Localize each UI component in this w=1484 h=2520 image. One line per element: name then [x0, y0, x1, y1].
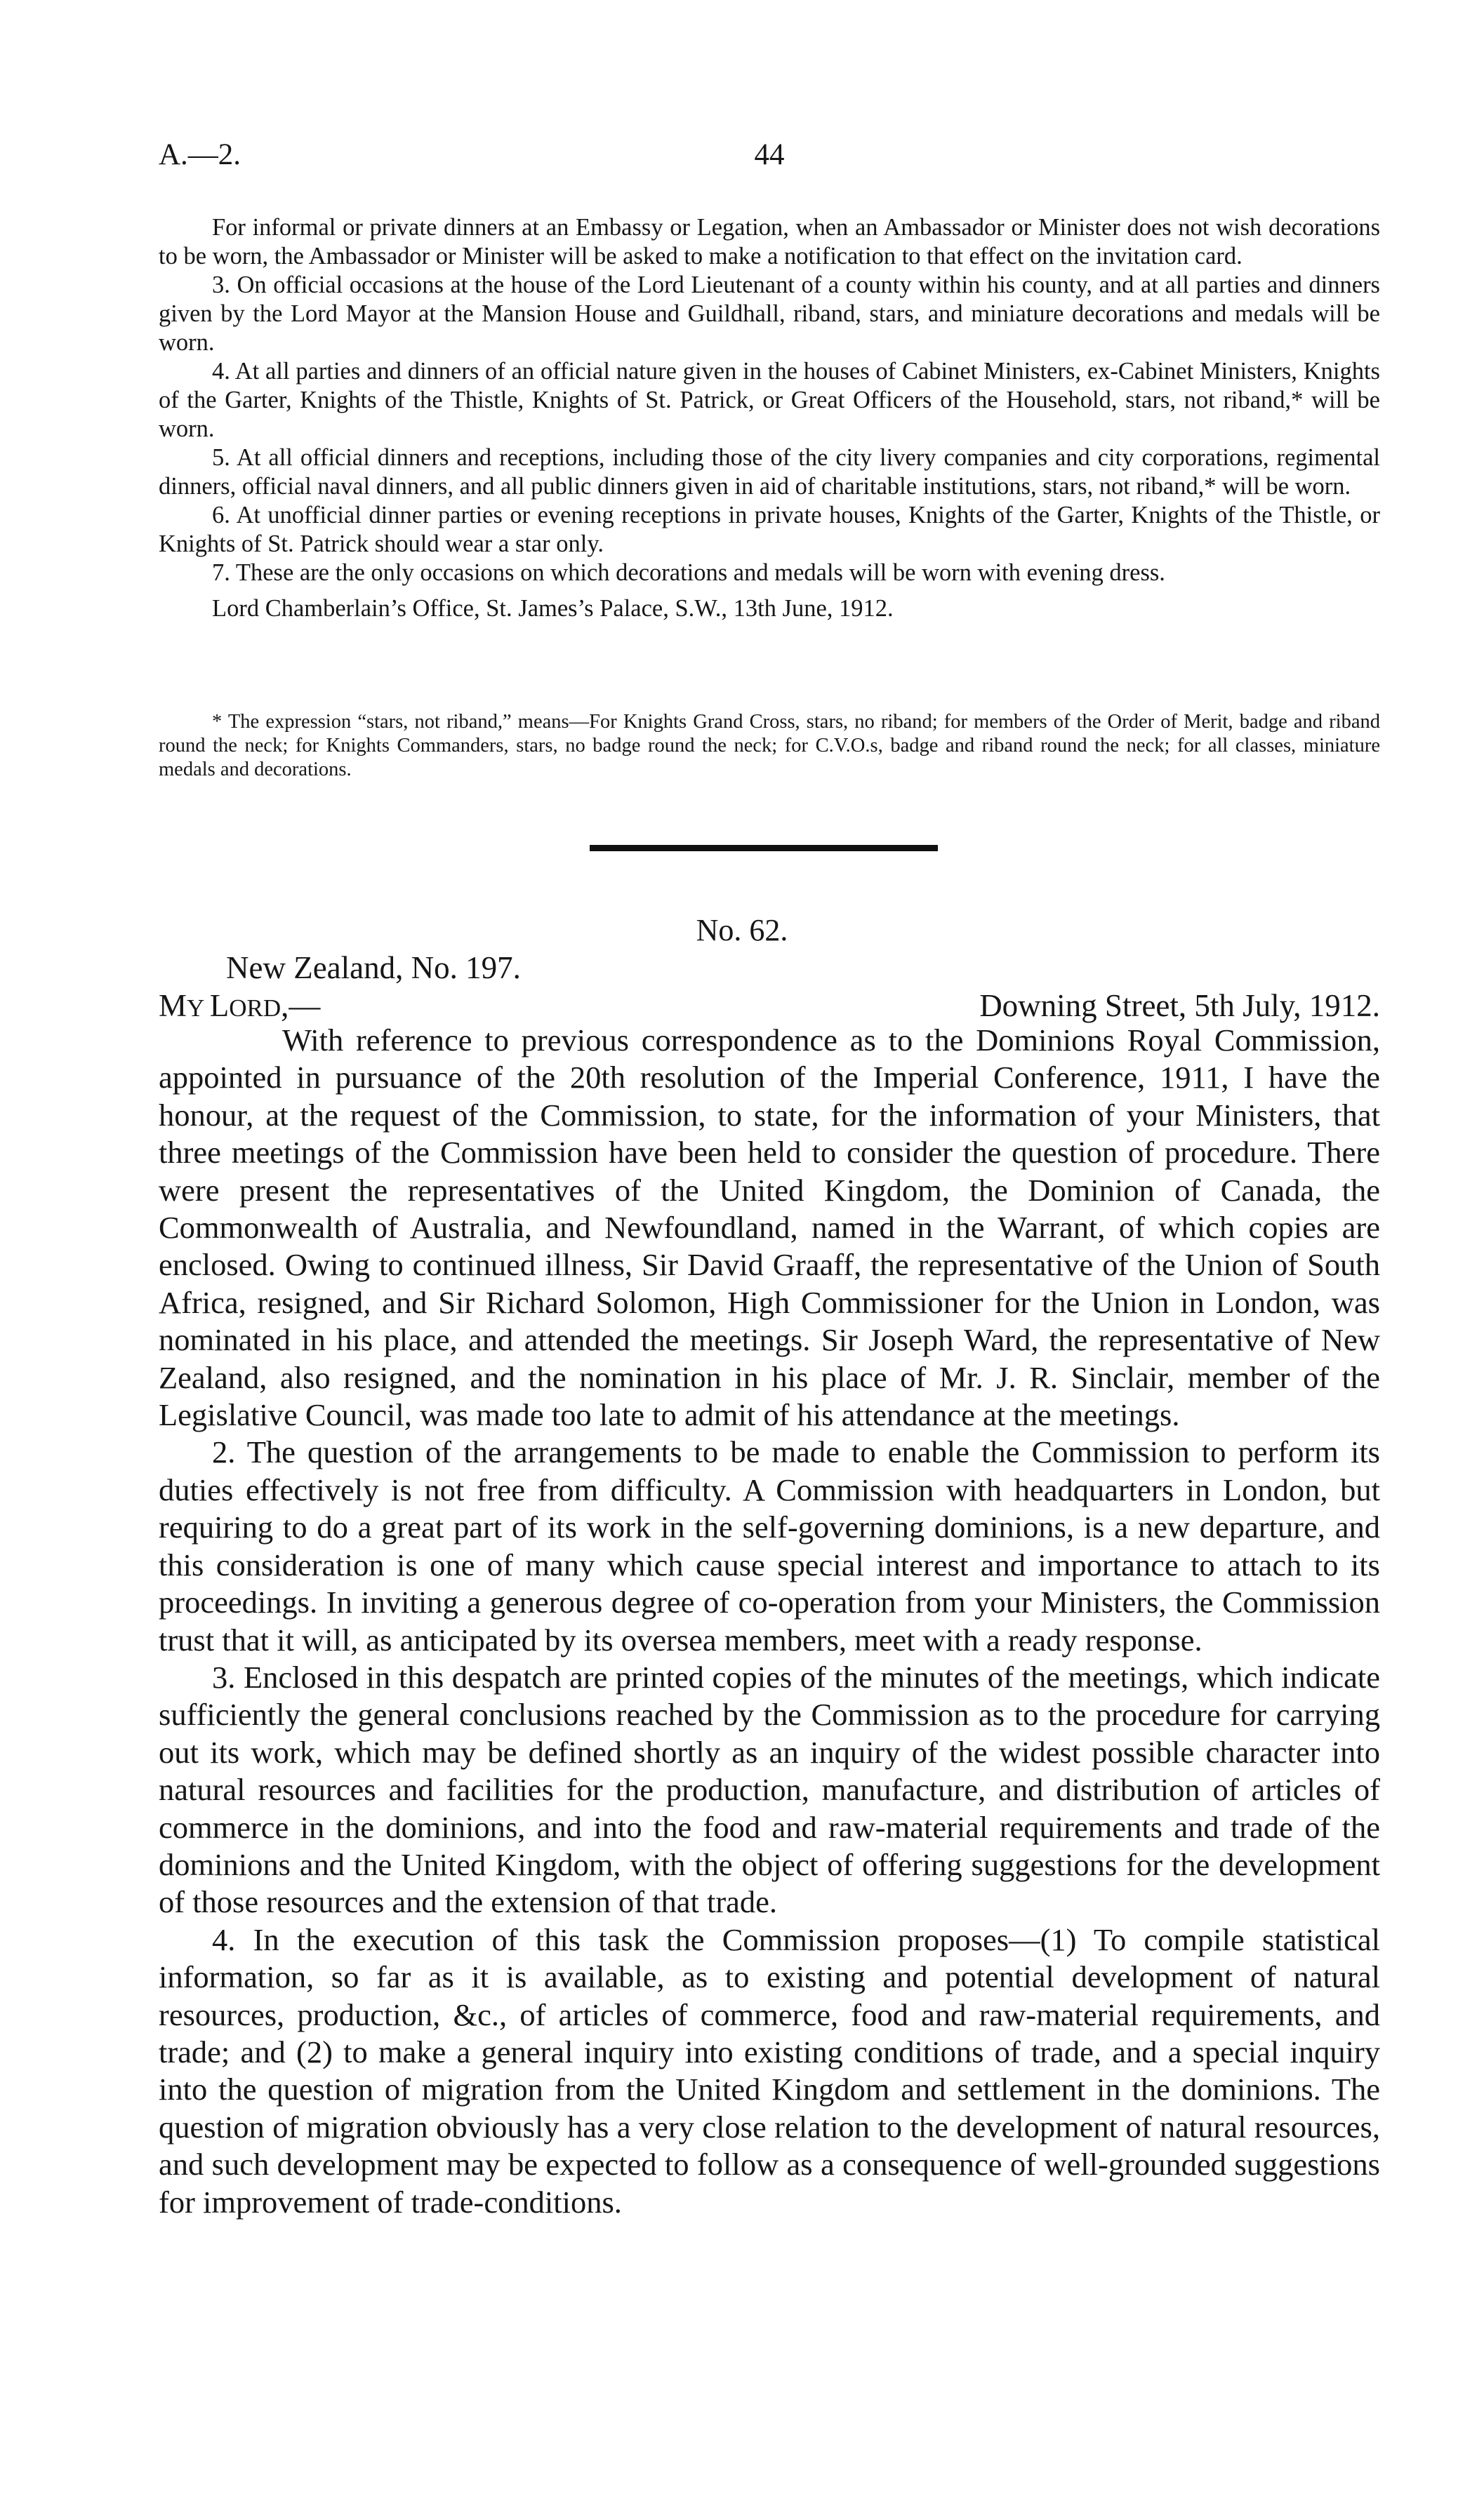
- footnote: [159, 710, 1380, 782]
- paragraph: 4. In the execution of this task the Commission proposes—(1) To compile statistical information, so far as it is available, as to existing and potential development of natural resources, production, &c., of articles of commerce, food and raw-material requirements, and trade; and (2) to make a general inquiry into existing conditions of trade, and a special inquiry into the question of migration from the United Kingdom and settlement in the dominions. The question of migration obviously has a very close relation to the development of natural resources, and such development may be expected to follow as a consequence of well-grounded suggestions for improvement of trade-conditions.: [159, 1921, 1380, 2220]
- salutation-smallcaps: Y: [187, 994, 210, 1022]
- section-divider: [590, 845, 938, 851]
- paragraph: With reference to previous correspondence as to the Dominions Royal Commission, appointed in pursuance of the 20th resolution of the Imperial Conference, 1911, I have the honour, at the request of the Commission, to state, for the information of your Ministers, that three meetings of the Commission have been held to consider the question of procedure. There were present the representatives of the United Kingdom, the Dominion of Canada, the Commonwealth of Australia, and Newfoundland, named in the Warrant, of which copies are enclosed. Owing to continued illness, Sir David Graaff, the representative of the Union of South Africa, resigned, and Sir Richard Solomon, High Commissioner for the Union in London, was nominated in his place, and attended the meetings. Sir Joseph Ward, the representative of New Zealand, also resigned, and the nomination in his place of Mr. J. R. Sinclair, member of the Legislative Council, was made too late to admit of his attendance at the meetings.: [159, 1022, 1380, 1433]
- paragraph: 4. At all parties and dinners of an official nature given in the houses of Cabinet Ministers, ex-Cabinet Ministers, Knights of the Garter, Knights of the Thistle, Knights of St. Patrick, or Great Officers of the Household, stars, not riband,* will be worn.: [159, 358, 1380, 442]
- preceding-regulations: [159, 213, 1380, 623]
- page-number: 44: [754, 138, 785, 171]
- salutation-initial: L: [209, 988, 230, 1023]
- salutation: [159, 987, 320, 1024]
- paragraph: 6. At unofficial dinner parties or evening receptions in private houses, Knights of the Garter, Knights of the Thistle, or Knights of St. Patrick should wear a star only.: [159, 502, 1380, 557]
- page-header: [159, 138, 1380, 180]
- paragraph: 5. At all official dinners and receptions, including those of the city livery companies and city corporations, regimental dinners, official naval dinners, and all public dinners given in aid of charitable institutions, stars, not riband,* will be worn.: [159, 444, 1380, 500]
- dateline: Downing Street, 5th July, 1912.: [979, 988, 1380, 1023]
- despatch-reference: New Zealand, No. 197.: [226, 950, 521, 985]
- paragraph: 3. Enclosed in this despatch are printed copies of the minutes of the meetings, which indicate sufficiently the general conclusions reached by the Commission as to the procedure for carrying out its work, which may be defined shortly as an inquiry of the widest possible character into natural resources and facilities for the production, manufacture, and distribution of articles of commerce in the dominions, and into the food and raw-material requirements and trade of the dominions and the United Kingdom, with the object of offering suggestions for the development of those resources and the extension of that trade.: [159, 1659, 1380, 1920]
- despatch-number: No. 62.: [696, 913, 788, 947]
- signature-line: Lord Chamberlain’s Office, St. James’s Palace, S.W., 13th June, 1912.: [212, 595, 894, 622]
- paragraph: For informal or private dinners at an Embassy or Legation, when an Ambassador or Minister does not wish decorations to be worn, the Ambassador or Minister will be asked to make a notification to that effect on the invitation card.: [159, 214, 1380, 269]
- paragraph: 3. On official occasions at the house of the Lord Lieutenant of a county within his county, and at all parties and dinners given by the Lord Mayor at the Mansion House and Guildhall, riband, stars, and miniature decorations and medals will be worn.: [159, 272, 1380, 356]
- paragraph: 7. These are the only occasions on which decorations and medals will be worn with evening dress.: [212, 559, 1165, 586]
- salutation-tail: ,—: [281, 988, 321, 1023]
- paragraph: 2. The question of the arrangements to be made to enable the Commission to perform its duties effectively is not free from difficulty. A Commission with headquarters in London, but requiring to do a great part of its work in the self-governing dominions, is a new departure, and this consideration is one of many which cause special interest and importance to attach to its proceedings. In inviting a generous degree of co-operation from your Ministers, the Commission trust that it will, as anticipated by its oversea members, meet with a ready response.: [159, 1434, 1380, 1658]
- salutation-smallcaps: ORD: [229, 994, 281, 1022]
- despatch-body: [159, 1022, 1380, 2221]
- document-reference: A.—2.: [159, 138, 241, 171]
- footnote-text: * The expression “stars, not riband,” means—For Knights Grand Cross, stars, no riband; for members of the Order of Merit, badge and riband round the neck; for Knights Commanders, stars, no badge round the neck; for C.V.O.s, badge and riband round the neck; for all classes, miniature medals and decorations.: [159, 711, 1380, 780]
- salutation-initial: M: [159, 988, 187, 1023]
